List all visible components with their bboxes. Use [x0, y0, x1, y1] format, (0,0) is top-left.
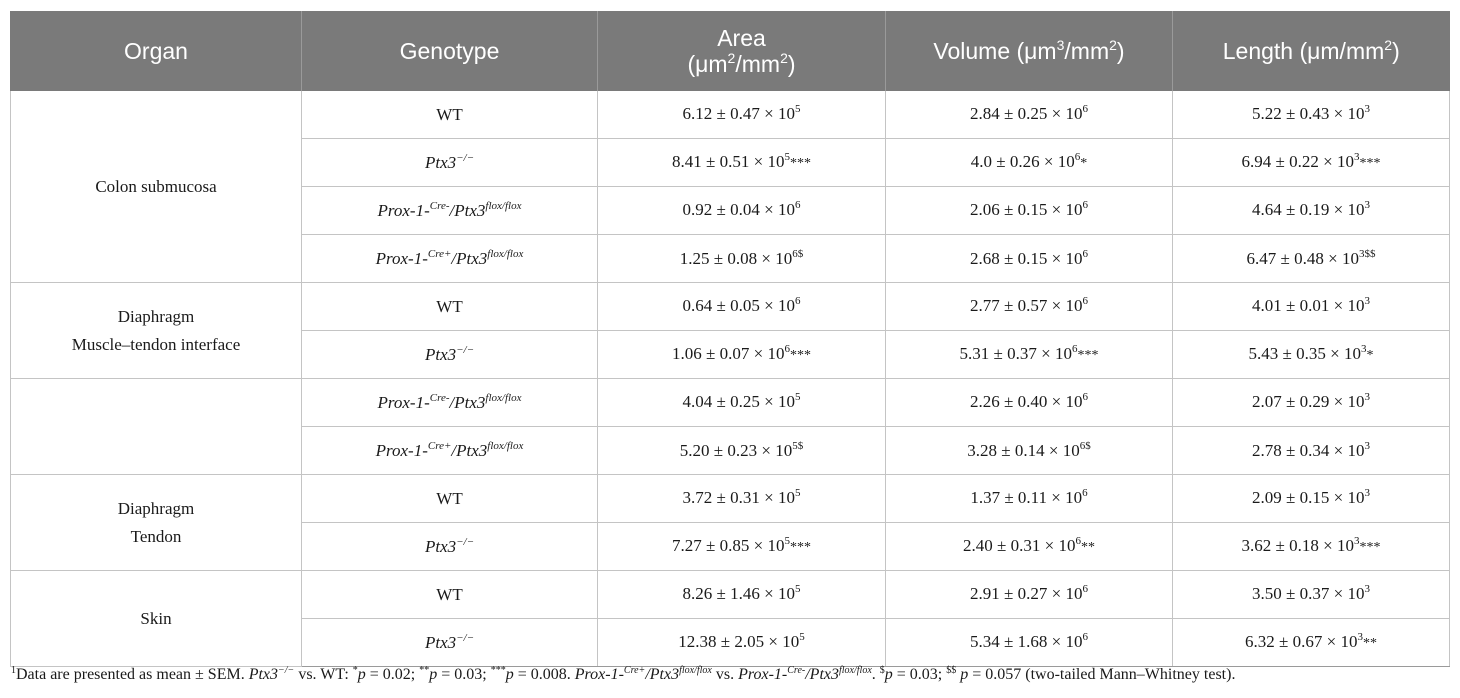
- genotype-cell: Ptx3−/−: [302, 523, 598, 571]
- table-footnote: $^1$Data are presented as mean ± SEM. Ptx3−/− vs. WT: *p = 0.02; **p = 0.03; ***p = 0.008. Prox-$1-^{Cre+}/Ptx3^{flox/flox}$ vs. Prox-$1-^{Cre-}/Ptx3^{flox/flox}$. $p = 0.03; $$ p = 0.057 (two-tailed Mann–Whitney test).: [11, 665, 1236, 683]
- length-cell: $6.47 \pm 0.48 \times 10^{3\$\$}$: [1173, 235, 1450, 283]
- volume-cell: $2.06 \pm 0.15 \times 10^6$: [886, 187, 1173, 235]
- table-row: [11, 475, 1450, 523]
- genotype-cell: WT: [302, 283, 598, 331]
- volume-cell: $5.31 \pm 0.37 \times 10^6***$: [886, 331, 1173, 379]
- header-volume: Volume $(\mu m^3/mm^2)$: [886, 11, 1173, 91]
- genotype-cell: WT: [302, 571, 598, 619]
- area-cell: $4.04 \pm 0.25 \times 10^5$: [598, 379, 886, 427]
- area-cell: $1.06 \pm 0.07 \times 10^6***$: [598, 331, 886, 379]
- area-cell: $0.92 \pm 0.04 \times 10^6$: [598, 187, 886, 235]
- length-cell: $2.78 \pm 0.34 \times 10^3$: [1173, 427, 1450, 475]
- organ-cell: Skin: [11, 571, 302, 667]
- volume-cell: $2.84 \pm 0.25 \times 10^6$: [886, 91, 1173, 139]
- header-length: Length $(\mu m/mm^2)$: [1173, 11, 1450, 91]
- area-cell: $3.72 \pm 0.31 \times 10^5$: [598, 475, 886, 523]
- genotype-cell: WT: [302, 475, 598, 523]
- length-cell: $6.32 \pm 0.67 \times 10^3**$: [1173, 619, 1450, 667]
- length-cell: $3.62 \pm 0.18 \times 10^3***$: [1173, 523, 1450, 571]
- genotype-cell: Prox-$1-^{Cre+}/Ptx3^{flox/flox}$: [302, 235, 598, 283]
- area-cell: $8.41 \pm 0.51 \times 10^5***$: [598, 139, 886, 187]
- genotype-cell: Prox-$1-^{Cre+}/Ptx3^{flox/flox}$: [302, 427, 598, 475]
- area-cell: $1.25 \pm 0.08 \times 10^{6\$}$: [598, 235, 886, 283]
- length-cell: $4.01 \pm 0.01 \times 10^3$: [1173, 283, 1450, 331]
- organ-cell: Diaphragm Tendon: [11, 475, 302, 571]
- length-cell: $2.07 \pm 0.29 \times 10^3$: [1173, 379, 1450, 427]
- area-cell: $5.20 \pm 0.23 \times 10^{5\$}$: [598, 427, 886, 475]
- area-cell: $0.64 \pm 0.05 \times 10^6$: [598, 283, 886, 331]
- header-row: [11, 11, 1450, 91]
- volume-cell: $2.68 \pm 0.15 \times 10^6$: [886, 235, 1173, 283]
- organ-cell: Colon submucosa: [11, 91, 302, 283]
- volume-cell: $4.0 \pm 0.26 \times 10^6*$: [886, 139, 1173, 187]
- table-row: [11, 571, 1450, 619]
- area-cell: $8.26 \pm 1.46 \times 10^5$: [598, 571, 886, 619]
- area-cell: $7.27 \pm 0.85 \times 10^5***$: [598, 523, 886, 571]
- volume-cell: $2.40 \pm 0.31 \times 10^6**$: [886, 523, 1173, 571]
- header-organ: Organ: [11, 11, 302, 91]
- area-cell: $12.38 \pm 2.05 \times 10^5$: [598, 619, 886, 667]
- organ-cell: Diaphragm Muscle–tendon interface: [11, 283, 302, 379]
- genotype-cell: Ptx3−/−: [302, 619, 598, 667]
- table-row: [11, 91, 1450, 139]
- volume-cell: $3.28 \pm 0.14 \times 10^{6\$}$: [886, 427, 1173, 475]
- header-area: Area $(\mu m^2/mm^2)$: [598, 11, 886, 91]
- length-cell: $6.94 \pm 0.22 \times 10^3***$: [1173, 139, 1450, 187]
- volume-cell: $2.26 \pm 0.40 \times 10^6$: [886, 379, 1173, 427]
- volume-cell: $1.37 \pm 0.11 \times 10^6$: [886, 475, 1173, 523]
- genotype-cell: Ptx3−/−: [302, 139, 598, 187]
- table-row: [11, 379, 1450, 427]
- genotype-cell: Prox-$1-^{Cre-}/Ptx3^{flox/flox}$: [302, 187, 598, 235]
- length-cell: $3.50 \pm 0.37 \times 10^3$: [1173, 571, 1450, 619]
- length-cell: $5.22 \pm 0.43 \times 10^3$: [1173, 91, 1450, 139]
- genotype-cell: Prox-$1-^{Cre-}/Ptx3^{flox/flox}$: [302, 379, 598, 427]
- organ-cell: [11, 379, 302, 475]
- volume-cell: $5.34 \pm 1.68 \times 10^6$: [886, 619, 1173, 667]
- volume-cell: $2.91 \pm 0.27 \times 10^6$: [886, 571, 1173, 619]
- volume-cell: $2.77 \pm 0.57 \times 10^6$: [886, 283, 1173, 331]
- length-cell: $4.64 \pm 0.19 \times 10^3$: [1173, 187, 1450, 235]
- length-cell: $2.09 \pm 0.15 \times 10^3$: [1173, 475, 1450, 523]
- length-cell: $5.43 \pm 0.35 \times 10^3*$: [1173, 331, 1450, 379]
- data-table: [10, 11, 1450, 667]
- genotype-cell: WT: [302, 91, 598, 139]
- table-row: [11, 283, 1450, 331]
- genotype-cell: Ptx3−/−: [302, 331, 598, 379]
- header-genotype: Genotype: [302, 11, 598, 91]
- area-cell: $6.12 \pm 0.47 \times 10^5$: [598, 91, 886, 139]
